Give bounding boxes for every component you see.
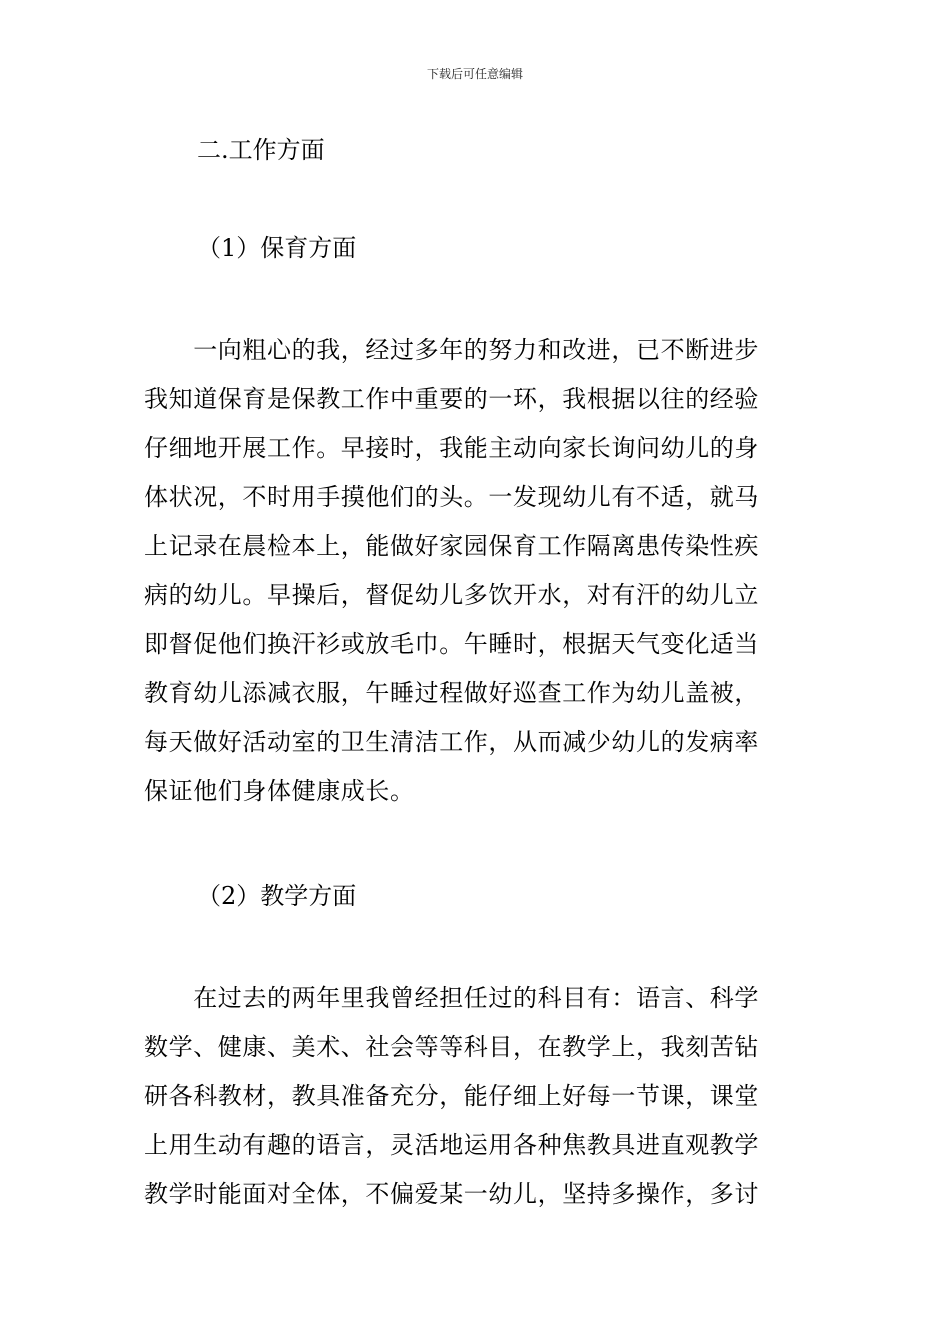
paragraph-line: 教育幼儿添减衣服，午睡过程做好巡查工作为幼儿盖被， [144, 679, 759, 707]
paragraph-line: 每天做好活动室的卫生清洁工作，从而减少幼儿的发病率 [144, 728, 759, 756]
header-note: 下载后可任意编辑 [426, 67, 523, 81]
paragraph-line: 在过去的两年里我曾经担任过的科目有：语言、科学 [144, 984, 759, 1012]
section-title: 二.工作方面 [197, 136, 325, 164]
paragraph-line: 上用生动有趣的语言，灵活地运用各种焦教具进直观教学 [144, 1131, 759, 1159]
paragraph-line: 一向粗心的我，经过多年的努力和改进，已不断进步 [144, 336, 759, 364]
paragraph-teaching [144, 974, 824, 1219]
paragraph-line: 上记录在晨检本上，能做好家园保育工作隔离患传染性疾 [144, 532, 759, 560]
subsection-title-teaching: （2）教学方面 [197, 882, 357, 910]
paragraph-line: 病的幼儿。早操后，督促幼儿多饮开水，对有汗的幼儿立 [144, 581, 759, 609]
paragraph-line: 教学时能面对全体，不偏爱某一幼儿，坚持多操作，多讨 [144, 1180, 759, 1208]
paragraph-line: 研各科教材，教具准备充分，能仔细上好每一节课，课堂 [144, 1082, 759, 1110]
paragraph-line: 即督促他们换汗衫或放毛巾。午睡时，根据天气变化适当 [144, 630, 759, 658]
subsection-title-childcare: （1）保育方面 [197, 234, 357, 262]
paragraph-line: 我知道保育是保教工作中重要的一环，我根据以往的经验 [144, 385, 759, 413]
paragraph-line: 体状况，不时用手摸他们的头。一发现幼儿有不适，就马 [144, 483, 759, 511]
paragraph-line: 数学、健康、美术、社会等等科目，在教学上，我刻苦钻 [144, 1033, 759, 1061]
paragraph-childcare [144, 326, 824, 816]
paragraph-line: 仔细地开展工作。早接时，我能主动向家长询问幼儿的身 [144, 434, 759, 462]
paragraph-line: 保证他们身体健康成长。 [144, 777, 415, 805]
